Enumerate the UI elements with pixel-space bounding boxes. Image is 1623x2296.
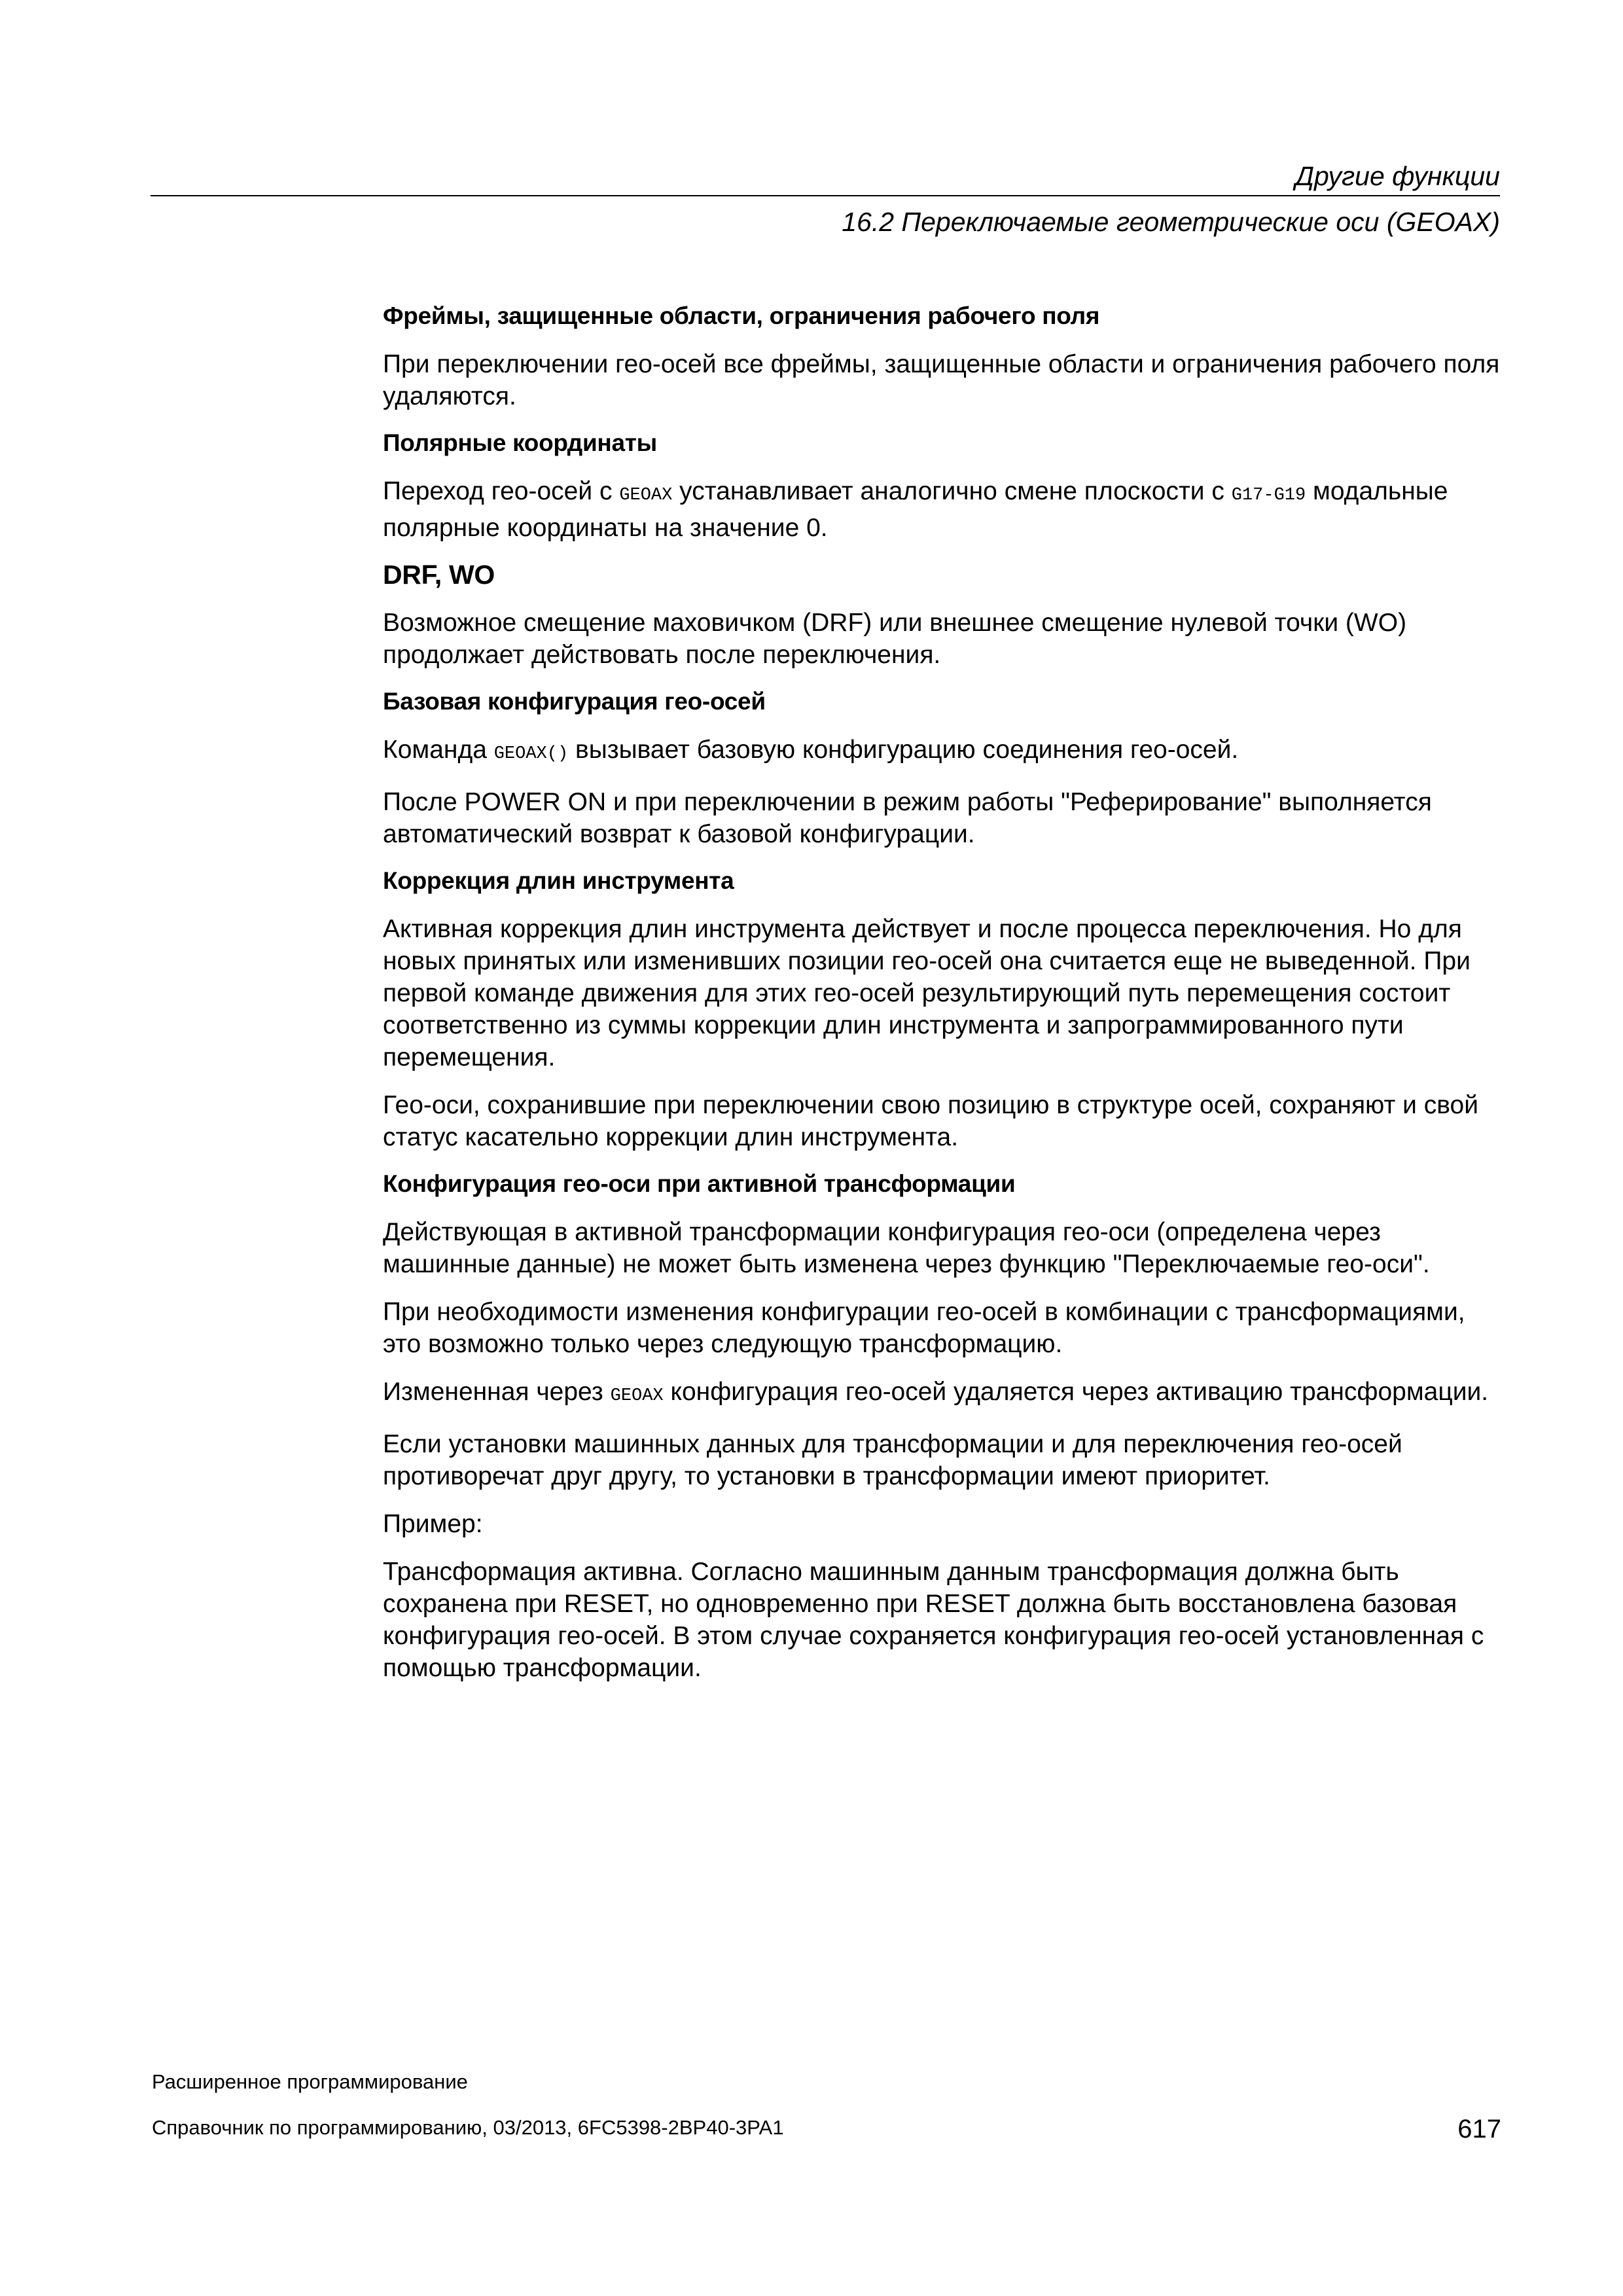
header-divider	[151, 195, 1500, 196]
code-g17-g19: G17-G19	[1231, 486, 1306, 505]
page-footer	[152, 2070, 1501, 2144]
text-run: Команда	[383, 736, 494, 764]
paragraph-transformation-4: Если установки машинных данных для трансформации и для переключения гео-осей противоречат друг другу, то установки в трансформации имеют приоритет.	[383, 1430, 1402, 1490]
page-number: 617	[1457, 2115, 1501, 2144]
text-run: модальные полярные координаты на значение 0.	[383, 477, 1448, 542]
footer-document-id: Справочник по программированию, 03/2013, 6FC5398-2BP40-3PA1	[152, 2116, 784, 2139]
paragraph-transformation-3	[383, 1376, 1502, 1412]
page-content	[383, 301, 1502, 1700]
heading-polar-coordinates: Полярные координаты	[383, 429, 657, 456]
paragraph-base-configuration-command	[383, 734, 1502, 770]
heading-transformation-configuration: Конфигурация гео-оси при активной трансформации	[383, 1170, 1016, 1197]
text-run: Измененная через	[383, 1378, 611, 1406]
paragraph-transformation-1: Действующая в активной трансформации конфигурация гео-оси (определена через машинные данные) не может быть изменена через функцию "Переключаемые гео-оси".	[383, 1218, 1430, 1278]
header-chapter-title: Другие функции	[1295, 161, 1500, 191]
paragraph-example-text: Трансформация активна. Согласно машинным данным трансформация должна быть сохранена при RESET, но одновременно при RESET должна быть восстановлена базовая конфигурация гео-осей. В этом случае сохраняется конфигурация гео-осей установленная с помощью трансформации.	[383, 1558, 1484, 1682]
text-run: вызывает базовую конфигурацию соединения гео-осей.	[568, 736, 1239, 764]
paragraph-base-configuration-reset: После POWER ON и при переключении в режим работы "Реферирование" выполняется автоматический возврат к базовой конфигурации.	[383, 788, 1432, 848]
footer-reference-line	[152, 2115, 1501, 2144]
code-geoax-call: GEOAX()	[493, 744, 569, 764]
code-geoax: GEOAX	[610, 1386, 664, 1406]
footer-manual-title: Расширенное программирование	[152, 2070, 468, 2093]
page-header	[151, 160, 1500, 238]
paragraph-tool-length-2: Гео-оси, сохранившие при переключении свою позицию в структуре осей, сохраняют и свой статус касательно коррекции длин инструмента.	[383, 1091, 1479, 1151]
heading-base-configuration: Базовая конфигурация гео-осей	[383, 688, 766, 715]
paragraph-polar-coordinates	[383, 475, 1502, 544]
paragraph-tool-length-1: Активная коррекция длин инструмента действует и после процесса переключения. Но для новых принятых или изменивших позиции гео-осей она считается еще не выведенной. При первой команде движения для этих гео-осей результирующий путь перемещения состоит соответственно из суммы коррекции длин инструмента и запрограммированного пути перемещения.	[383, 915, 1471, 1071]
paragraph-frames: При переключении гео-осей все фреймы, защищенные области и ограничения рабочего поля удаляются.	[383, 350, 1500, 410]
text-run: конфигурация гео-осей удаляется через активацию трансформации.	[663, 1378, 1489, 1406]
text-run: устанавливает аналогично смене плоскости с	[672, 477, 1232, 505]
paragraph-transformation-2: При необходимости изменения конфигурации гео-осей в комбинации с трансформациями, это возможно только через следующую трансформацию.	[383, 1298, 1465, 1358]
paragraph-drf-wo: Возможное смещение маховичком (DRF) или внешнее смещение нулевой точки (WO) продолжает действовать после переключения.	[383, 609, 1407, 669]
paragraph-example-label: Пример:	[383, 1510, 483, 1538]
text-run: Переход гео-осей с	[383, 477, 620, 505]
code-geoax: GEOAX	[619, 486, 673, 505]
header-section-title: 16.2 Переключаемые геометрические оси (GEOAX)	[842, 207, 1500, 237]
heading-frames: Фреймы, защищенные области, ограничения рабочего поля	[383, 302, 1100, 329]
heading-drf-wo: DRF, WO	[383, 560, 495, 590]
heading-tool-length-compensation: Коррекция длин инструмента	[383, 867, 734, 894]
